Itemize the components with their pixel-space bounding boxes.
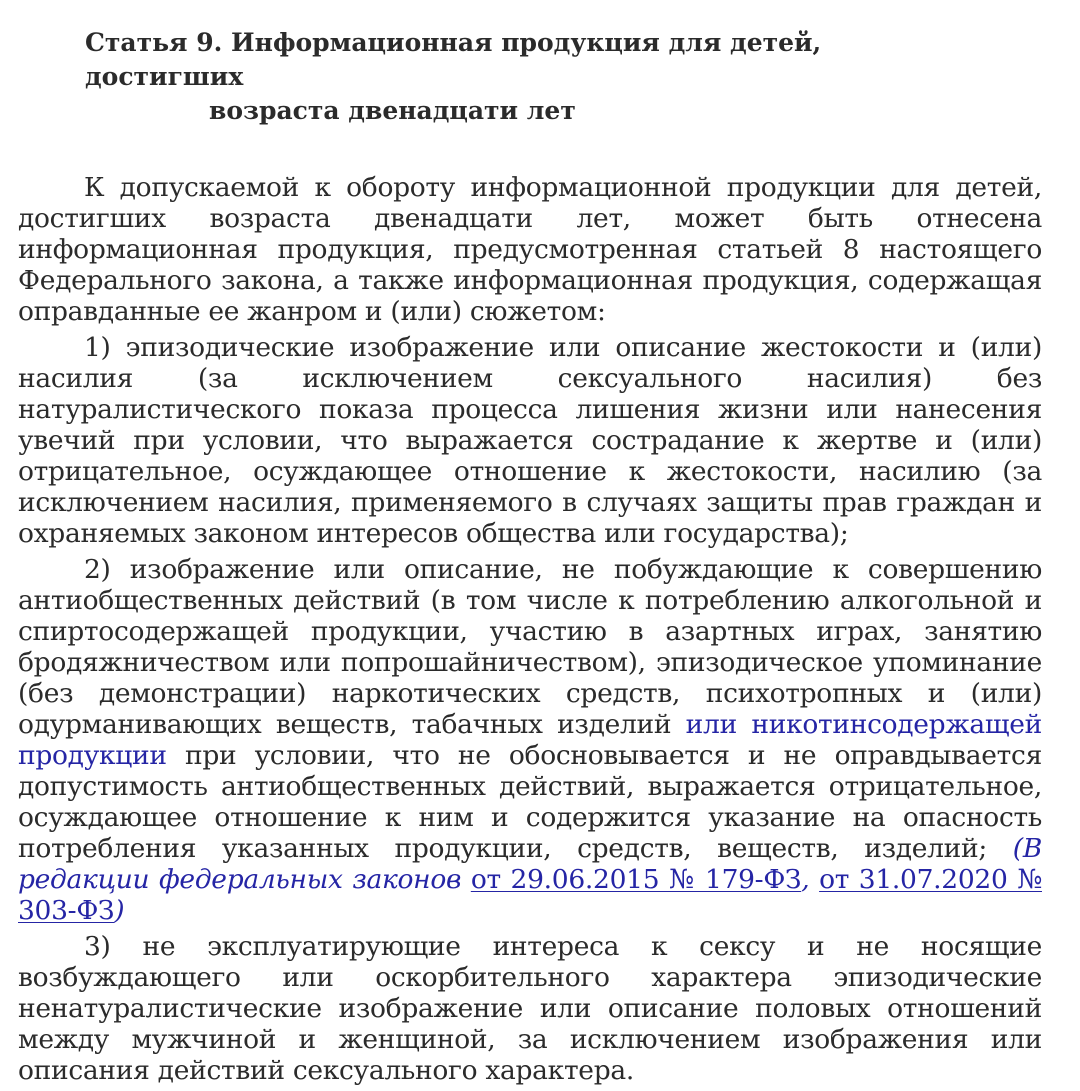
item-1-paragraph: 1) эпизодические изображение или описание жестокости и (или) насилия (за исключением сексуального насилия) без натуралистического показа процесса лишения жизни или нанесения увечий при условии, что выражается сострадание к жертве и (или) отрицательное, осуждающее отношение к жестокости, насилию (за исключением насилия, применяемого в случаях защиты прав граждан и охраняемых законом интересов общества или государства);: [18, 332, 1042, 549]
intro-paragraph: К допускаемой к обороту информационной продукции для детей, достигших возраста двенадцати лет, может быть отнесена информационная продукция, предусмотренная статьей 8 настоящего Федерального закона, а также информационная продукция, содержащая оправданные ее жанром и (или) сюжетом:: [18, 172, 1042, 327]
item-2-text-after: при условии, что не обосновывается и не оправдывается допустимость антиобщественных действий, выражается отрицательное, осуждающее отношение к ним и содержится указание на опасность потребления указанных продукции, средств, веществ, изделий;: [18, 740, 1042, 864]
note-separator: ,: [801, 864, 820, 895]
document-body: [18, 26, 1042, 1091]
item-3-paragraph: 3) не эксплуатирующие интереса к сексу и не носящие возбуждающего или оскорбительного характера эпизодические ненатуралистические изображение или описание половых отношений между мужчиной и женщиной, за исключением изображения или описания действий сексуального характера.: [18, 931, 1042, 1086]
item-2-text-before: 2) изображение или описание, не побуждающие к совершению антиобщественных действий (в том числе к потреблению алкогольной и спиртосодержащей продукции, участию в азартных играх, занятию бродяжничеством или попрошайничеством), эпизодическое упоминание (без демонстрации) наркотических средств, психотропных и (или) одурманивающих веществ, табачных изделий: [18, 554, 1042, 740]
item-2-paragraph: [18, 554, 1042, 926]
nicotine-amendment-link[interactable]: или никотинсодержащей продукции: [18, 709, 1042, 771]
law-179-fz-link[interactable]: от 29.06.2015 № 179-ФЗ: [470, 864, 802, 895]
article-title: [18, 26, 985, 128]
amendment-note-suffix: ): [114, 895, 125, 926]
article-title-line2: возраста двенадцати лет: [209, 96, 576, 125]
article-title-line1: Статья 9. Информационная продукция для детей, достигших: [85, 28, 822, 91]
amendment-note-prefix: (В редакции федеральных законов: [18, 833, 1042, 895]
law-303-fz-link[interactable]: от 31.07.2020 № 303-ФЗ: [18, 864, 1042, 926]
